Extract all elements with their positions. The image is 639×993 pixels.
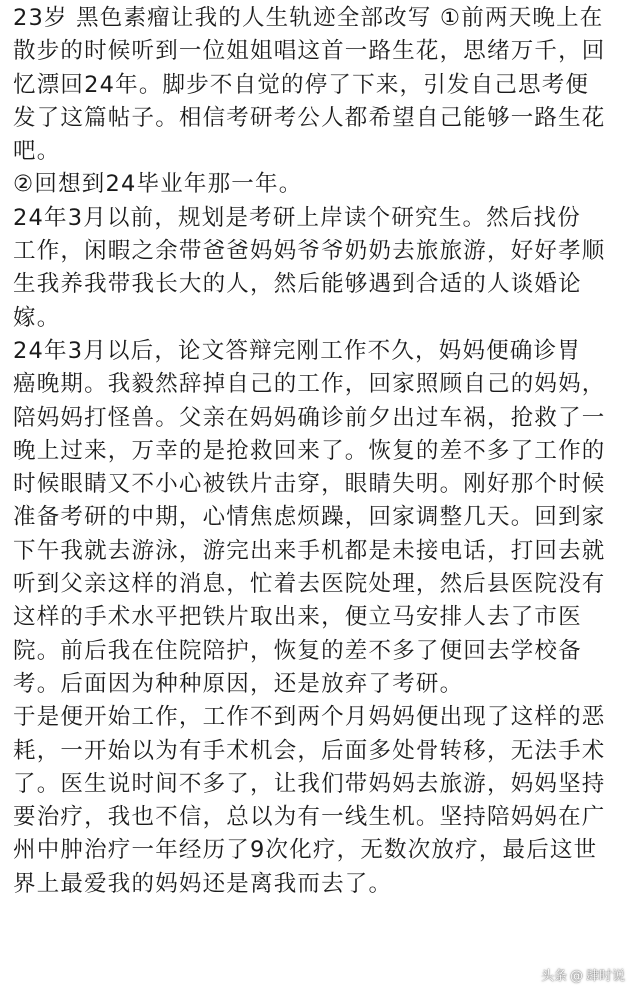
text-line: 23岁 黑色素瘤让我的人生轨迹全部改写 ①前两天晚上在 (13, 5, 604, 31)
text-line: ②回想到24毕业年那一年。 (13, 171, 303, 198)
text-line: 24年3月以前，规划是考研上岸读个研究生。然后找份 (13, 204, 581, 231)
text-line: 这样的手术水平把铁片取出来，便立马安排人去了市医 (13, 604, 582, 631)
text-line: 界上最爱我的妈妈还是离我而去了。 (13, 870, 393, 897)
text-line: 陪妈妈打怪兽。父亲在妈妈确诊前夕出过车祸，抢救了一 (13, 404, 606, 431)
text-line: 了。医生说时间不多了，让我们带妈妈去旅游，妈妈坚持 (13, 770, 606, 797)
text-line: 24年3月以后，论文答辩完刚工作不久，妈妈便确诊胃 (13, 337, 581, 364)
text-line: 准备考研的中期，心情焦虑烦躁，回家调整几天。回到家 (13, 504, 606, 531)
source-watermark (541, 969, 625, 985)
text-line: 发了这篇帖子。相信考研考公人都希望自己能够一路生花 (13, 104, 606, 131)
text-line: 下午我就去游泳，游完出来手机都是未接电话，打回去就 (13, 537, 606, 564)
watermark-prefix: 头条 (540, 969, 567, 984)
text-line: 考。后面因为种种原因，还是放弃了考研。 (13, 670, 464, 697)
text-line: 时候眼睛又不小心被铁片击穿，眼睛失明。刚好那个时候 (13, 471, 606, 498)
text-line: 嫁。 (13, 304, 61, 331)
text-line: 耗，一开始以为有手术机会，后面多处骨转移，无法手术 (13, 737, 606, 764)
text-line: 州中肿治疗一年经历了9次化疗，无数次放疗，最后这世 (13, 837, 598, 864)
text-line: 晚上过来，万幸的是抢救回来了。恢复的差不多了工作的 (13, 437, 606, 464)
text-line: 听到父亲这样的消息，忙着去医院处理，然后县医院没有 (13, 571, 606, 598)
text-line: 要治疗，我也不信，总以为有一线生机。坚持陪妈妈在广 (13, 804, 606, 831)
text-line: 院。前后我在住院陪护，恢复的差不多了便回去学校备 (13, 637, 582, 664)
watermark-at: @ (569, 969, 583, 984)
text-line: 癌晚期。我毅然辞掉自己的工作，回家照顾自己的妈妈， (13, 371, 606, 398)
text-line: 于是便开始工作，工作不到两个月妈妈便出现了这样的恶 (13, 704, 606, 731)
text-line: 吧。 (13, 138, 61, 165)
text-line: 忆漂回24年。脚步不自觉的停了下来，引发自己思考便 (13, 71, 590, 98)
text-line: 工作，闲暇之余带爸爸妈妈爷爷奶奶去旅旅游，好好孝顺 (13, 238, 606, 265)
watermark-author: 肆时说 (585, 969, 625, 984)
text-line: 散步的时候听到一位姐姐唱这首一路生花，思绪万千，回 (13, 38, 606, 65)
text-line: 生我养我带我长大的人，然后能够遇到合适的人谈婚论 (13, 271, 582, 298)
